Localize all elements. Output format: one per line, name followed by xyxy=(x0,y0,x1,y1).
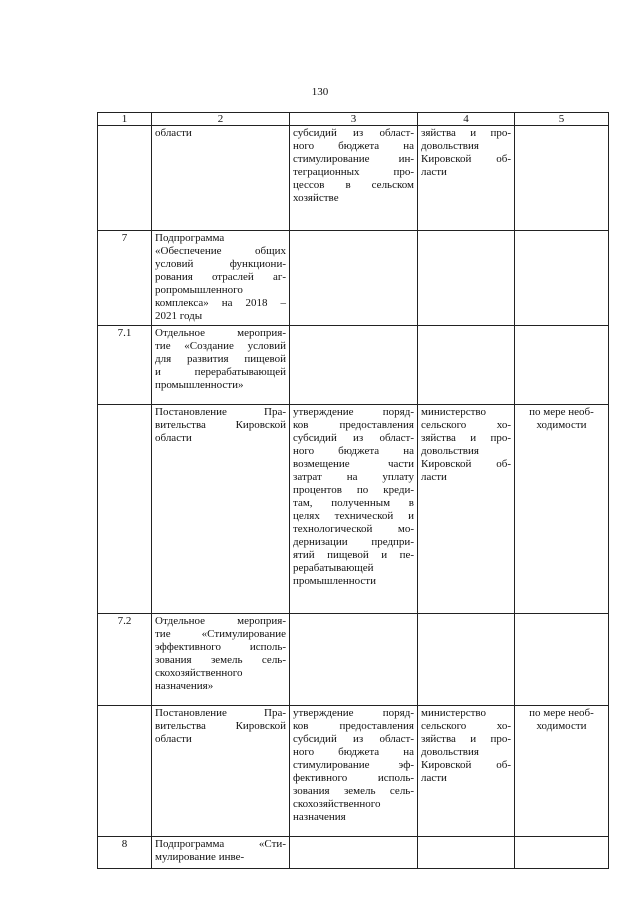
cell-text-line: условий функциони- xyxy=(155,258,286,270)
cell-text-line: там, полученным в xyxy=(293,497,414,509)
cell-text-line: ходимости xyxy=(536,419,587,431)
c5-cell xyxy=(515,126,609,231)
cell-text-line: зяйства и про- xyxy=(421,733,511,745)
cell-text-line: ятий пищевой и пе- xyxy=(293,549,414,561)
cell-text-line: Кировской об- xyxy=(421,458,511,470)
cell-text-line: затрат на уплату xyxy=(293,471,414,483)
c5-cell xyxy=(515,326,609,405)
cell-text-line: Подпрограмма xyxy=(155,232,225,244)
cell-text-line: зяйства и про- xyxy=(421,432,511,444)
cell-text-line: Отдельное мероприя- xyxy=(155,327,286,339)
cell-text-line: Постановление Пра- xyxy=(155,406,286,418)
row-number-cell: 7 xyxy=(98,231,152,326)
cell-text-line: рерабатывающей xyxy=(293,562,374,574)
cell-text-line: зования земель сель- xyxy=(155,654,286,666)
c4-cell xyxy=(418,405,515,614)
cell-text-line: для развития пищевой xyxy=(155,353,286,365)
cell-text-line: ков предоставления xyxy=(293,720,414,732)
cell-text-line: дернизации предпри- xyxy=(293,536,414,548)
row-number-cell: 7.2 xyxy=(98,614,152,706)
c5-cell xyxy=(515,231,609,326)
c2-cell xyxy=(152,837,290,869)
cell-text-line: утверждение поряд- xyxy=(293,406,414,418)
cell-text-line: по мере необ- xyxy=(529,406,594,418)
cell-text-line: субсидий из област- xyxy=(293,733,414,745)
cell-text-line: технологической мо- xyxy=(293,523,414,535)
table-row xyxy=(98,405,609,614)
cell-text-line: тие «Создание условий xyxy=(155,340,286,352)
cell-text-line: рования отраслей аг- xyxy=(155,271,286,283)
c5-cell xyxy=(515,405,609,614)
cell-text-line: назначения xyxy=(293,811,346,823)
cell-text-line: субсидий из област- xyxy=(293,127,414,139)
cell-text-line: «Обеспечение общих xyxy=(155,245,286,257)
cell-text-line: мулирование инве- xyxy=(155,851,245,863)
cell-text-line: министерство xyxy=(421,707,487,719)
c4-cell xyxy=(418,706,515,837)
cell-text-line: ного бюджета на xyxy=(293,445,414,457)
cell-text-line: промышленности» xyxy=(155,379,244,391)
c3-cell xyxy=(290,231,418,326)
cell-text-line: Подпрограмма «Сти- xyxy=(155,838,286,850)
c2-cell xyxy=(152,614,290,706)
c2-cell xyxy=(152,706,290,837)
c3-cell xyxy=(290,326,418,405)
c2-cell xyxy=(152,231,290,326)
cell-text-line: Отдельное мероприя- xyxy=(155,615,286,627)
cell-text-line: фективного исполь- xyxy=(293,772,414,784)
cell-text-line: довольствия xyxy=(421,445,479,457)
cell-text-line: довольствия xyxy=(421,140,479,152)
c5-cell xyxy=(515,837,609,869)
cell-text-line: назначения» xyxy=(155,680,214,692)
cell-text-line: области xyxy=(155,733,192,745)
cell-text-line: стимулирование ин- xyxy=(293,153,414,165)
cell-text-line: области xyxy=(155,127,192,139)
row-number-cell: 8 xyxy=(98,837,152,869)
cell-text-line: возмещение части xyxy=(293,458,414,470)
cell-text-line: ков предоставления xyxy=(293,419,414,431)
cell-text-line: целях технической и xyxy=(293,510,414,522)
table-header-row xyxy=(98,113,609,126)
cell-text-line: промышленности xyxy=(293,575,376,587)
cell-text-line: стимулирование эф- xyxy=(293,759,414,771)
cell-text-line: зяйства и про- xyxy=(421,127,511,139)
c5-cell xyxy=(515,706,609,837)
page-number: 130 xyxy=(311,86,329,98)
c3-cell xyxy=(290,614,418,706)
cell-text-line: по мере необ- xyxy=(529,707,594,719)
cell-text-line: теграционных про- xyxy=(293,166,414,178)
cell-text-line: утверждение поряд- xyxy=(293,707,414,719)
table-row xyxy=(98,231,609,326)
table-row xyxy=(98,126,609,231)
row-number-cell: 7.1 xyxy=(98,326,152,405)
cell-text-line: зования земель сель- xyxy=(293,785,414,797)
cell-text-line: Постановление Пра- xyxy=(155,707,286,719)
cell-text-line: ропромышленного xyxy=(155,284,243,296)
header-cell: 1 xyxy=(98,113,152,126)
plan-table xyxy=(97,112,609,869)
row-number-cell xyxy=(98,126,152,231)
cell-text-line: ного бюджета на xyxy=(293,140,414,152)
table-row xyxy=(98,837,609,869)
row-number-cell xyxy=(98,706,152,837)
table-row xyxy=(98,326,609,405)
c5-cell xyxy=(515,614,609,706)
c2-cell xyxy=(152,326,290,405)
row-number-cell xyxy=(98,405,152,614)
c3-cell xyxy=(290,126,418,231)
header-cell: 5 xyxy=(515,113,609,126)
header-cell: 2 xyxy=(152,113,290,126)
cell-text-line: ласти xyxy=(421,772,447,784)
cell-text-line: и перерабатывающей xyxy=(155,366,286,378)
cell-text-line: ного бюджета на xyxy=(293,746,414,758)
c2-cell xyxy=(152,126,290,231)
cell-text-line: процентов по креди- xyxy=(293,484,414,496)
cell-text-line: сельского хо- xyxy=(421,720,511,732)
cell-text-line: тие «Стимулирование xyxy=(155,628,286,640)
cell-text-line: скохозяйственного xyxy=(155,667,243,679)
table-row xyxy=(98,706,609,837)
cell-text-line: хозяйстве xyxy=(293,192,339,204)
c3-cell xyxy=(290,405,418,614)
c3-cell xyxy=(290,706,418,837)
cell-text-line: Кировской об- xyxy=(421,759,511,771)
cell-text-line: вительства Кировской xyxy=(155,720,286,732)
c2-cell xyxy=(152,405,290,614)
cell-text-line: сельского хо- xyxy=(421,419,511,431)
header-cell: 3 xyxy=(290,113,418,126)
c4-cell xyxy=(418,614,515,706)
cell-text-line: скохозяйственного xyxy=(293,798,381,810)
c4-cell xyxy=(418,326,515,405)
c4-cell xyxy=(418,231,515,326)
cell-text-line: ходимости xyxy=(536,720,587,732)
table-row xyxy=(98,614,609,706)
cell-text-line: министерство xyxy=(421,406,487,418)
cell-text-line: эффективного исполь- xyxy=(155,641,286,653)
c4-cell xyxy=(418,837,515,869)
cell-text-line: ласти xyxy=(421,166,447,178)
cell-text-line: цессов в сельском xyxy=(293,179,414,191)
cell-text-line: ласти xyxy=(421,471,447,483)
cell-text-line: области xyxy=(155,432,192,444)
c3-cell xyxy=(290,837,418,869)
cell-text-line: комплекса» на 2018 – xyxy=(155,297,286,309)
cell-text-line: вительства Кировской xyxy=(155,419,286,431)
cell-text-line: 2021 годы xyxy=(155,310,203,322)
cell-text-line: субсидий из област- xyxy=(293,432,414,444)
header-cell: 4 xyxy=(418,113,515,126)
c4-cell xyxy=(418,126,515,231)
cell-text-line: довольствия xyxy=(421,746,479,758)
cell-text-line: Кировской об- xyxy=(421,153,511,165)
